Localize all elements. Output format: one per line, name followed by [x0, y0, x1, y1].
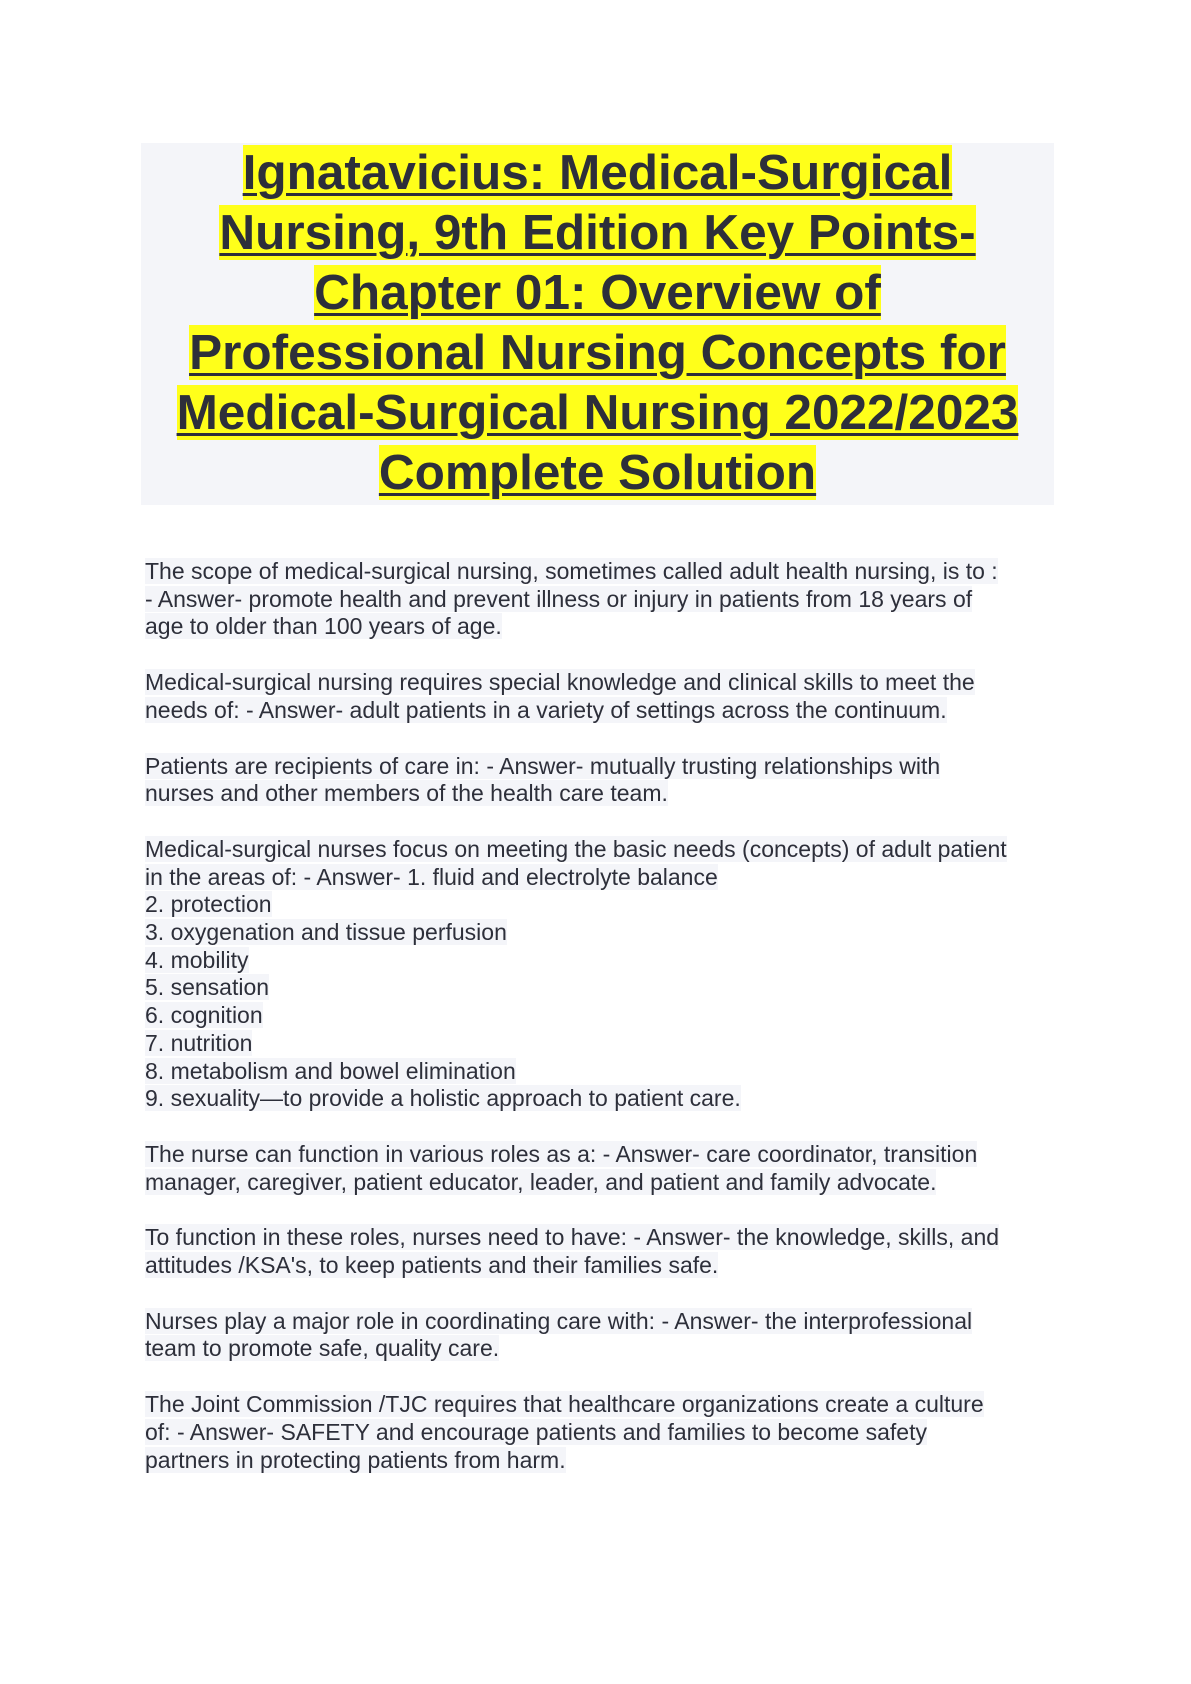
qa-entry [145, 1141, 1065, 1196]
qa-line: 3. oxygenation and tissue perfusion [145, 919, 507, 946]
qa-list [145, 558, 1065, 1502]
qa-line: 6. cognition [145, 1002, 263, 1029]
qa-line: Medical-surgical nurses focus on meeting the basic needs (concepts) of adult patient [145, 835, 1007, 862]
title-line: Chapter 01: Overview of [314, 265, 881, 320]
qa-line: The nurse can function in various roles as a: - Answer- care coordinator, transition [145, 1140, 978, 1167]
title-block [141, 143, 1054, 505]
qa-line: Nurses play a major role in coordinating care with: - Answer- the interprofessional [145, 1307, 973, 1334]
qa-line: 5. sensation [145, 974, 270, 1001]
qa-line: 2. protection [145, 891, 272, 918]
qa-line: nurses and other members of the health care team. [145, 780, 668, 807]
qa-line: To function in these roles, nurses need to have: - Answer- the knowledge, skills, and [145, 1224, 1000, 1251]
qa-line: - Answer- promote health and prevent illness or injury in patients from 18 years of [145, 585, 973, 612]
qa-line: The scope of medical-surgical nursing, sometimes called adult health nursing, is to : [145, 558, 998, 584]
title-line: Nursing, 9th Edition Key Points- [219, 205, 976, 260]
title-line: Medical-Surgical Nursing 2022/2023 [176, 385, 1019, 440]
qa-line: 4. mobility [145, 946, 249, 973]
document-title [141, 143, 1054, 503]
qa-entry [145, 669, 1065, 724]
qa-line: Patients are recipients of care in: - Answer- mutually trusting relationships with [145, 752, 941, 779]
qa-line: in the areas of: - Answer- 1. fluid and electrolyte balance [145, 863, 718, 890]
qa-entry [145, 753, 1065, 808]
qa-line: attitudes /KSA's, to keep patients and their families safe. [145, 1252, 719, 1279]
qa-line: 9. sexuality—to provide a holistic approach to patient care. [145, 1085, 741, 1112]
title-line: Ignatavicius: Medical-Surgical [242, 145, 953, 200]
qa-entry [145, 836, 1065, 1113]
qa-line: team to promote safe, quality care. [145, 1335, 500, 1362]
title-line: Complete Solution [378, 445, 817, 500]
qa-line: The Joint Commission /TJC requires that healthcare organizations create a culture [145, 1391, 984, 1418]
qa-entry [145, 558, 1065, 641]
qa-line: needs of: - Answer- adult patients in a variety of settings across the continuum. [145, 696, 947, 723]
qa-line: manager, caregiver, patient educator, leader, and patient and family advocate. [145, 1168, 937, 1195]
qa-line: of: - Answer- SAFETY and encourage patients and families to become safety [145, 1418, 927, 1445]
qa-line: Medical-surgical nursing requires special knowledge and clinical skills to meet the [145, 669, 975, 696]
qa-line: 7. nutrition [145, 1029, 253, 1056]
qa-line: 8. metabolism and bowel elimination [145, 1057, 516, 1084]
qa-entry [145, 1391, 1065, 1474]
title-line: Professional Nursing Concepts for [189, 325, 1006, 380]
qa-entry [145, 1308, 1065, 1363]
qa-entry [145, 1224, 1065, 1279]
qa-line: partners in protecting patients from harm. [145, 1446, 566, 1473]
qa-line: age to older than 100 years of age. [145, 613, 502, 640]
